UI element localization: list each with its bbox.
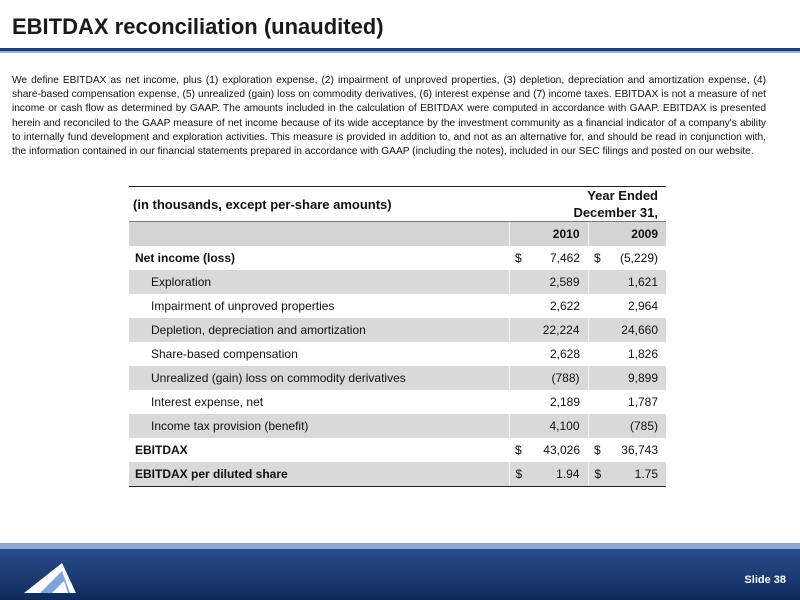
value-2010: 7,462 <box>549 251 580 265</box>
row-label: Impairment of unproved properties <box>151 299 335 313</box>
row-label: EBITDAX per diluted share <box>129 462 509 487</box>
currency-symbol <box>588 318 610 342</box>
table-row-total <box>129 438 666 462</box>
value-2010: 22,224 <box>531 318 588 342</box>
currency-symbol <box>588 270 610 294</box>
value-2010: 2,189 <box>549 395 580 409</box>
table-row <box>129 294 666 318</box>
value-2010: 1.94 <box>531 462 588 487</box>
table-row <box>129 390 666 414</box>
value-2010: (788) <box>531 366 588 390</box>
years-row <box>129 222 666 247</box>
row-label: Interest expense, net <box>151 395 264 409</box>
value-2009: 1,621 <box>610 270 666 294</box>
slide-footer <box>0 549 800 600</box>
value-2010: 4,100 <box>531 414 588 438</box>
currency-symbol: $ <box>515 251 522 265</box>
table-row <box>129 246 666 270</box>
table-header-row <box>129 187 666 222</box>
currency-symbol <box>509 390 531 414</box>
slide-header <box>0 0 800 50</box>
slide-title: EBITDAX reconciliation (unaudited) <box>12 14 384 39</box>
ebitdax-table <box>129 186 666 487</box>
header-rule-accent <box>0 51 800 53</box>
value-2010: 43,026 <box>543 443 580 457</box>
currency-symbol: $ <box>594 251 601 265</box>
currency-symbol: $ <box>515 443 522 457</box>
mountain-logo-icon <box>22 561 78 595</box>
row-label: Unrealized (gain) loss on commodity derivatives <box>129 366 509 390</box>
value-2009: (5,229) <box>619 251 658 265</box>
value-2009: 2,964 <box>627 299 658 313</box>
currency-symbol: $ <box>588 462 610 487</box>
row-label: EBITDAX <box>135 443 188 457</box>
row-label: Share-based compensation <box>151 347 298 361</box>
period-line-1: Year Ended <box>587 188 658 203</box>
currency-symbol <box>509 294 531 318</box>
value-2009: 1.75 <box>610 462 666 487</box>
years-row-spacer <box>129 222 509 247</box>
year-2009: 2009 <box>610 222 666 247</box>
currency-symbol <box>509 318 531 342</box>
row-label: Exploration <box>129 270 509 294</box>
table-row <box>129 270 666 294</box>
row-label: Net income (loss) <box>135 251 236 265</box>
currency-symbol <box>588 366 610 390</box>
value-2009: (785) <box>610 414 666 438</box>
currency-symbol <box>509 342 531 366</box>
value-2009: 1,787 <box>627 395 658 409</box>
value-2010: 2,628 <box>549 347 580 361</box>
value-2009: 24,660 <box>610 318 666 342</box>
table-row <box>129 366 666 390</box>
currency-symbol: $ <box>509 462 531 487</box>
period-line-2: December 31, <box>573 205 658 220</box>
table-row <box>129 342 666 366</box>
value-2009: 1,826 <box>627 347 658 361</box>
currency-symbol <box>588 390 610 414</box>
row-label: Income tax provision (benefit) <box>129 414 509 438</box>
row-label: Depletion, depreciation and amortization <box>129 318 509 342</box>
value-2010: 2,622 <box>549 299 580 313</box>
currency-symbol: $ <box>594 443 601 457</box>
year-2010: 2010 <box>531 222 588 247</box>
table-row <box>129 318 666 342</box>
table-row <box>129 414 666 438</box>
table-header-label: (in thousands, except per-share amounts) <box>129 187 509 222</box>
table-row-per-share <box>129 462 666 487</box>
currency-symbol <box>588 342 610 366</box>
value-2009: 36,743 <box>621 443 658 457</box>
value-2009: 9,899 <box>610 366 666 390</box>
intro-paragraph: We define EBITDAX as net income, plus (1) exploration expense, (2) impairment of unproved properties, (3) depletion, depreciation and amortization expense, (4) share-based compensation expense, (5) unrealized (gain) loss on commodity derivatives, (6) interest expense and (7) income taxes. EBITDAX is not a measure of net income or cash flow as determined by GAAP. The amounts included in the calculation of EBITDAX were computed in accordance with GAAP. EBITDAX is presented herein and reconciled to the GAAP measure of net income because of its wide acceptance by the investment community as a financial indicator of a company's ability to internally fund development and exploration activities. This measure is provided in addition to, and not as an alternative for, and should be read in conjunction with, the information contained in our financial statements prepared in accordance with GAAP (including the notes), included in our SEC filings and posted on our website. <box>12 75 766 158</box>
currency-symbol <box>588 414 610 438</box>
slide-number: Slide 38 <box>744 574 786 586</box>
currency-symbol <box>509 270 531 294</box>
period-header <box>509 187 666 222</box>
currency-symbol <box>509 366 531 390</box>
currency-symbol <box>509 414 531 438</box>
currency-symbol <box>588 294 610 318</box>
value-2010: 2,589 <box>531 270 588 294</box>
